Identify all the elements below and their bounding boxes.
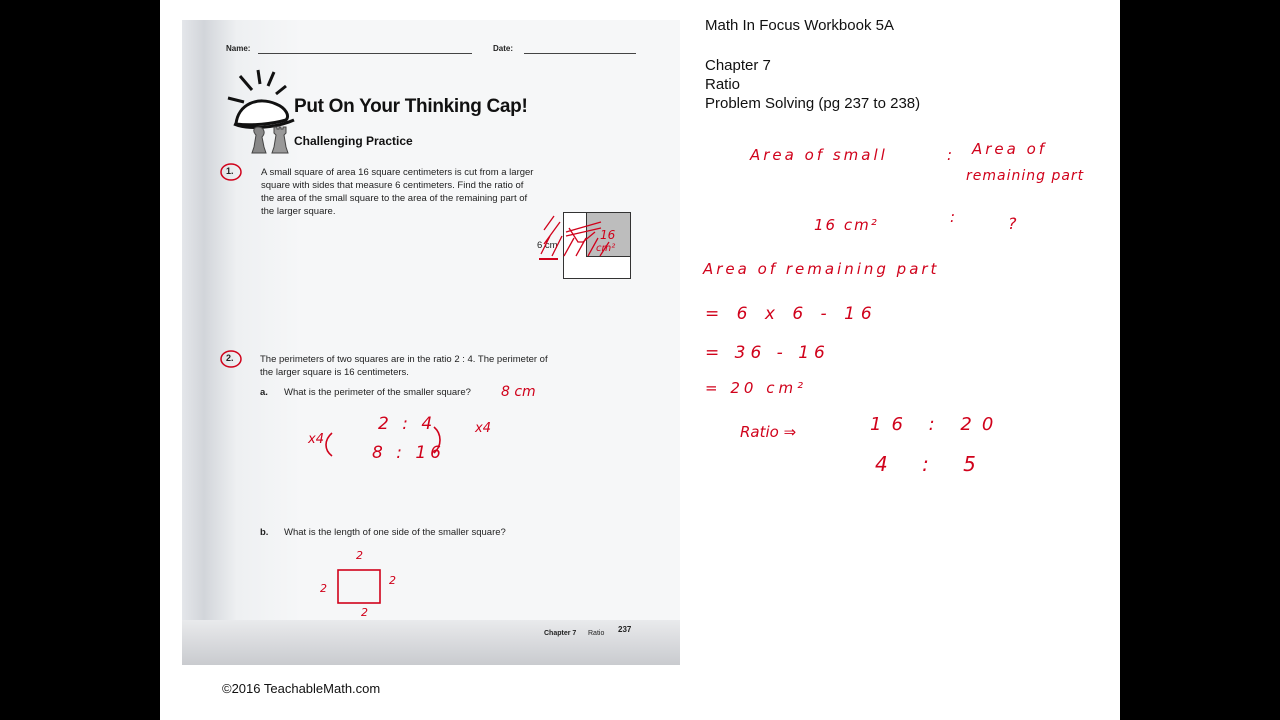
ratio-multiplier-left: x4 [308, 432, 324, 447]
q2a-text: What is the perimeter of the smaller square? [284, 387, 471, 398]
slide [160, 0, 1120, 720]
topic-label: Ratio [705, 76, 741, 93]
name-label: Name: [226, 44, 251, 53]
solution-step-3: = 20 cm² [705, 379, 808, 397]
footer-page-number: 237 [618, 625, 632, 634]
ratio-top: 2 : 4 [378, 414, 437, 434]
footer-chapter: Chapter 7 [544, 630, 577, 637]
chapter-label: Chapter 7 [705, 57, 771, 74]
solution-colon-1: : [947, 146, 953, 164]
page-footer-bar [182, 620, 680, 665]
solution-remaining-part: remaining part [966, 168, 1085, 184]
solution-question-mark: ? [1008, 214, 1017, 233]
date-line [524, 53, 636, 54]
q1-text [261, 166, 533, 218]
q2a-label: a. [260, 387, 268, 398]
ratio-bottom: 8 : 16 [372, 443, 445, 463]
section-label: Problem Solving (pg 237 to 238) [705, 95, 921, 112]
solution-step-1: = 6 x 6 - 16 [705, 304, 878, 324]
ratio-multiplier-right: x4 [475, 421, 491, 436]
q1-number: 1. [226, 166, 234, 176]
solution-area-small: Area of small [750, 146, 888, 164]
chess-pieces-icon [248, 123, 292, 155]
q1-figure-label: 6 cm [537, 240, 558, 251]
square-side-right: 2 [389, 574, 396, 587]
solution-step-2: = 36 - 16 [705, 343, 830, 363]
copyright: ©2016 TeachableMath.com [222, 681, 381, 696]
date-label: Date: [493, 44, 514, 53]
square-side-left: 2 [320, 582, 327, 595]
fig-area-unit: cm² [596, 243, 616, 254]
q2-line: the larger square is 16 centimeters. [260, 367, 409, 378]
solution-ratio-4-5: 4 : 5 [875, 452, 990, 476]
q2-text [260, 353, 548, 379]
q2-number: 2. [226, 353, 234, 363]
q2a-answer: 8 cm [501, 384, 536, 400]
q2-line: The perimeters of two squares are in the ratio 2 : 4. The perimeter of [260, 354, 548, 365]
solution-ratio-label: Ratio ⇒ [740, 423, 797, 441]
q1-line: A small square of area 16 square centimeters is cut from a larger [261, 167, 534, 178]
solution-colon-2: : [950, 208, 956, 226]
q2b-text: What is the length of one side of the smaller square? [284, 527, 506, 538]
q1-line: the larger square. [261, 206, 336, 217]
solution-ratio-16-20: 16 : 20 [870, 414, 1004, 435]
name-line [258, 53, 472, 54]
square-side-bottom: 2 [361, 606, 368, 619]
workbook-title: Math In Focus Workbook 5A [705, 17, 894, 34]
solution-area-of: Area of [972, 140, 1048, 158]
page-heading: Put On Your Thinking Cap! [294, 96, 528, 117]
q1-line: square with sides that measure 6 centimeters. Find the ratio of [261, 180, 524, 191]
square-side-top: 2 [356, 549, 363, 562]
page-subheading: Challenging Practice [294, 134, 413, 148]
q1-line: the area of the small square to the area of the remaining part of [261, 193, 528, 204]
solution-16cm2: 16 cm² [814, 216, 879, 234]
footer-topic: Ratio [588, 630, 605, 637]
fig-area-16: 16 [600, 228, 616, 242]
workbook-page-scan [182, 20, 680, 665]
q2b-label: b. [260, 527, 269, 538]
solution-area-remaining: Area of remaining part [703, 260, 940, 278]
